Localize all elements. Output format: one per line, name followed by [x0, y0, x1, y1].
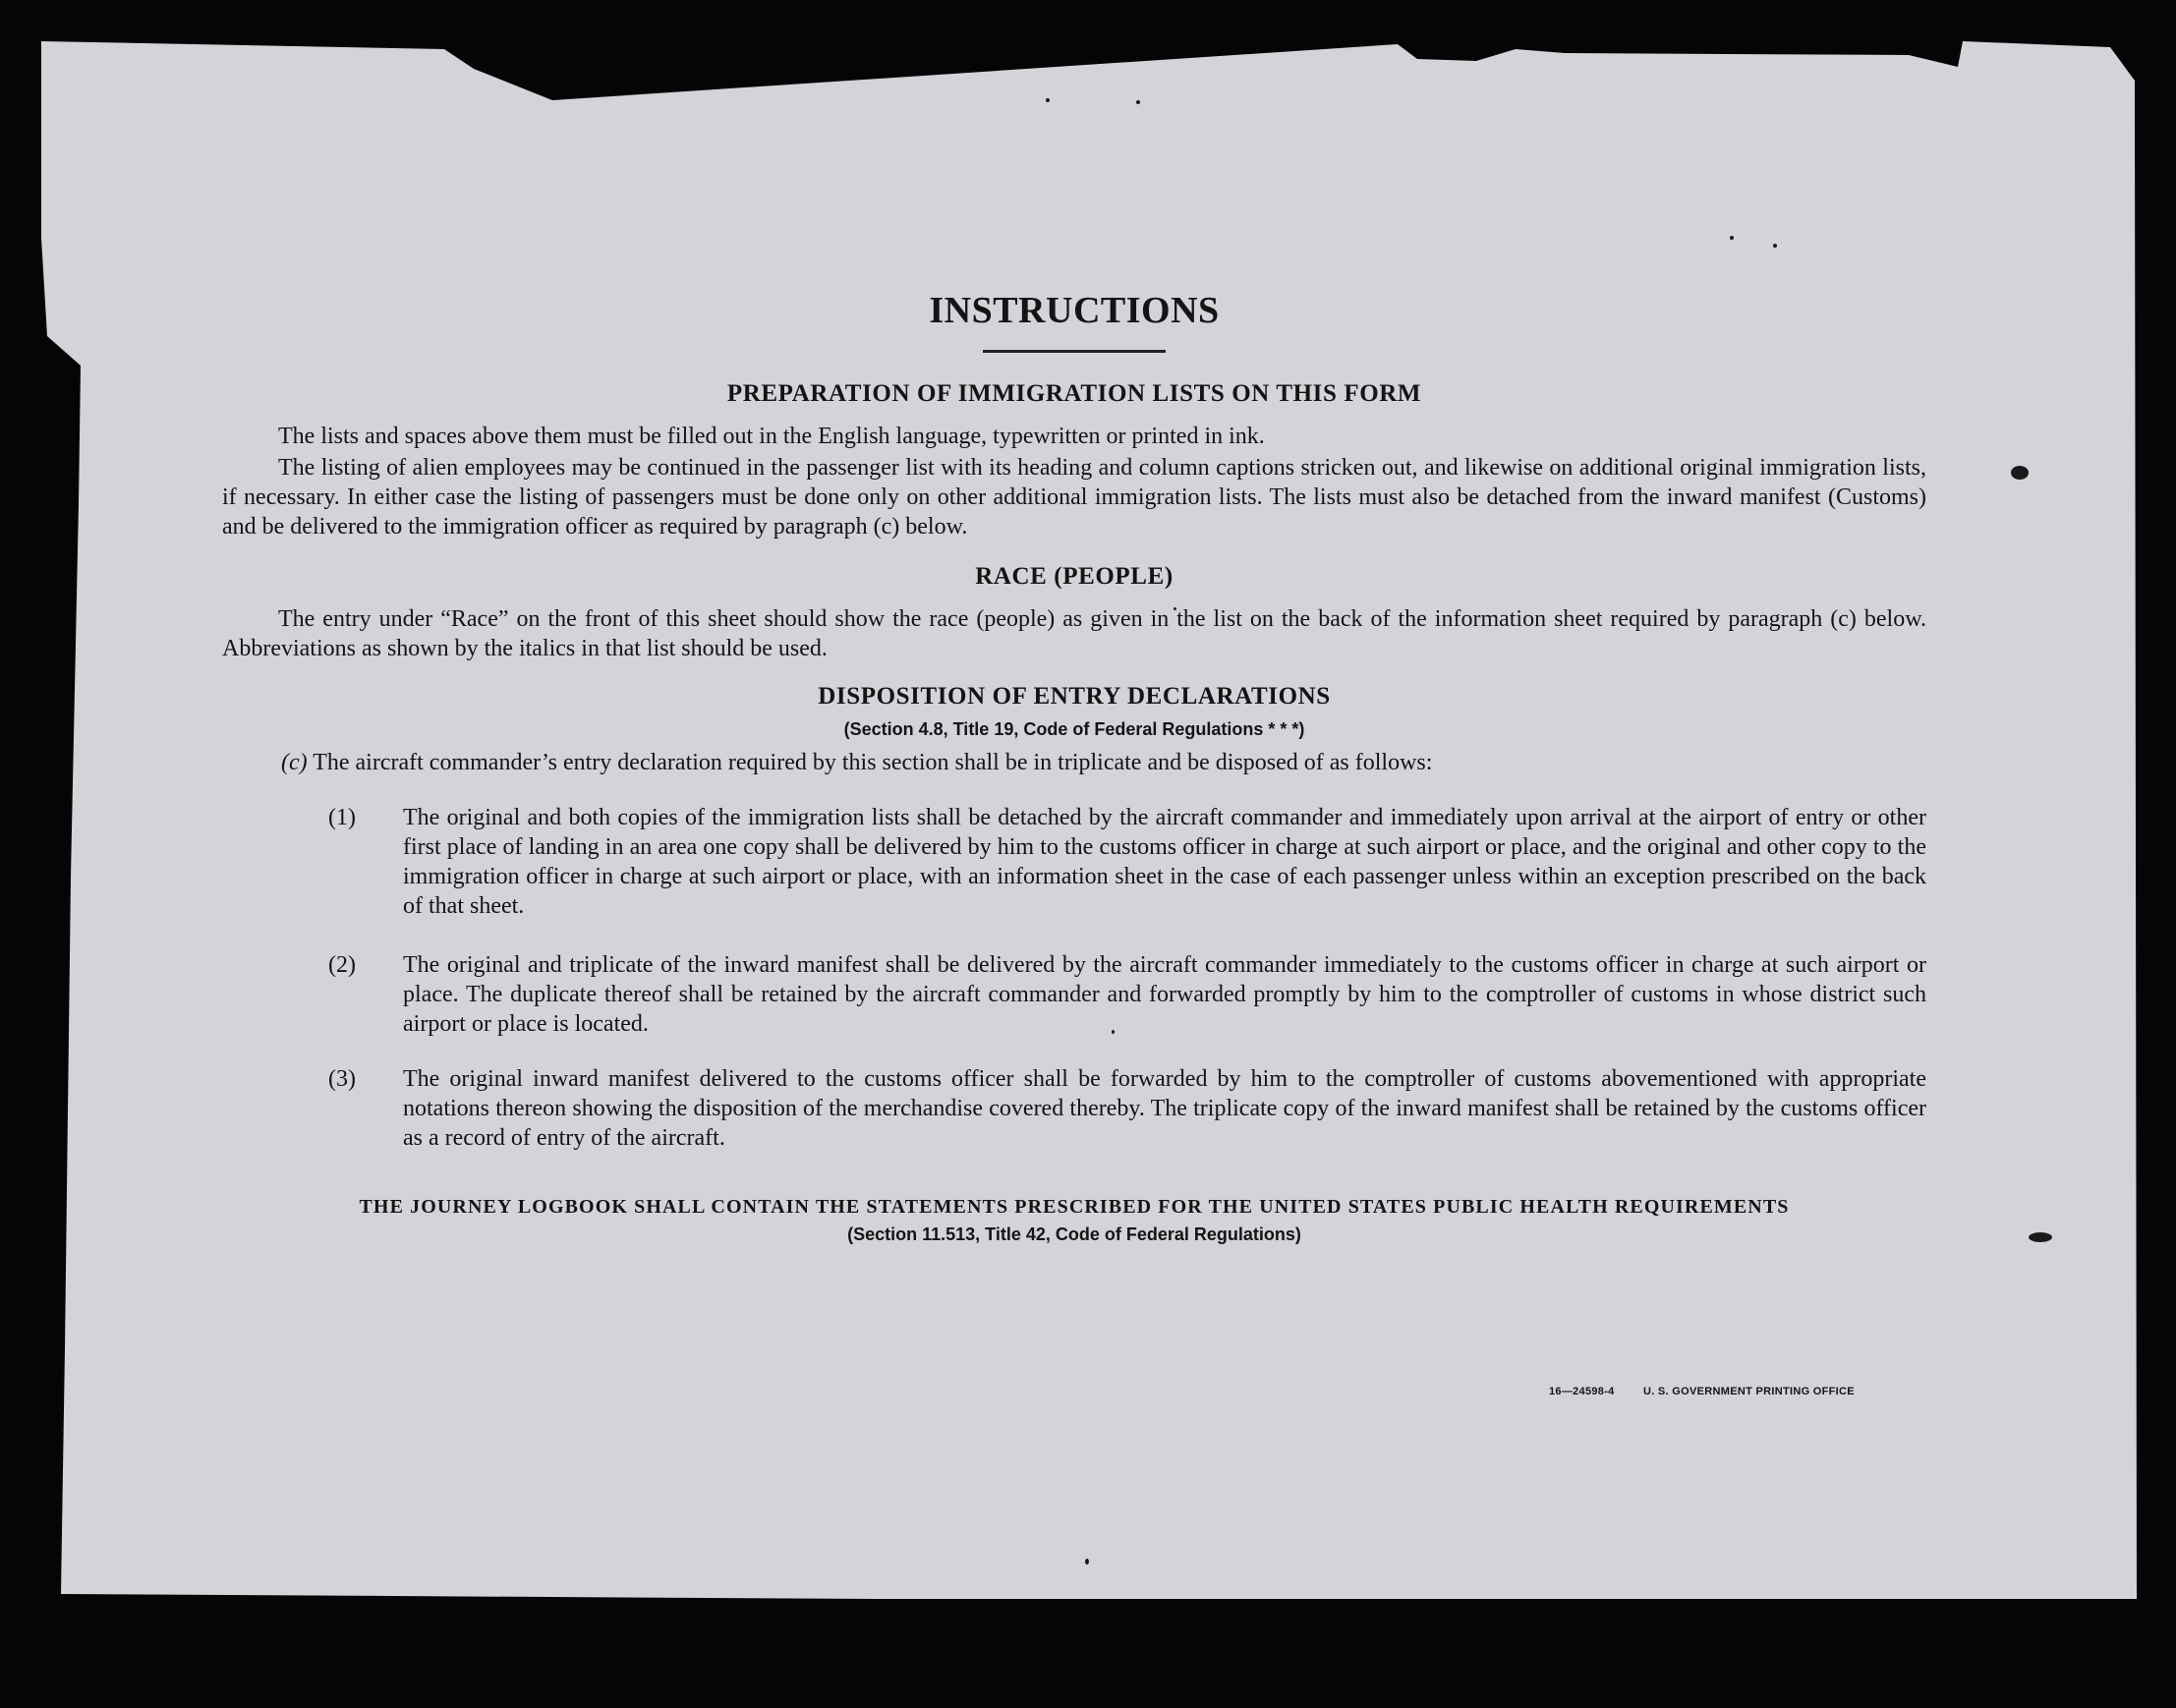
- list-item: [222, 803, 1926, 921]
- section-heading-disposition: DISPOSITION OF ENTRY DECLARATIONS: [818, 683, 1331, 710]
- scan-speck: [1046, 98, 1050, 102]
- paragraph-c: [222, 748, 1926, 777]
- list-item: [222, 950, 1926, 1039]
- form-number: 16—24598-4: [1549, 1386, 1615, 1397]
- section-heading-race: RACE (PEOPLE): [975, 563, 1174, 590]
- journey-logbook-citation: (Section 11.513, Title 42, Code of Federal Regulations): [847, 1224, 1301, 1244]
- paragraph-race-entry: The entry under “Race” on the front of this sheet should show the race (people) as given in the list on the back of the information sheet required by paragraph (c) below. Abbreviations as shown by the italics in that list should be used.: [222, 606, 1926, 661]
- section-heading-preparation: PREPARATION OF IMMIGRATION LISTS ON THIS FORM: [726, 380, 1422, 407]
- title-underline: [983, 350, 1166, 353]
- printer-name: U. S. GOVERNMENT PRINTING OFFICE: [1642, 1386, 1855, 1397]
- list-item-text: The original inward manifest delivered to the customs officer shall be forwarded by him to the comptroller of customs abovementioned with appropriate notations thereon showing the disposition of the merchandise covered thereby. The triplicate copy of the inward manifest shall be retained by the customs officer as a record of entry of the aircraft.: [403, 1066, 1926, 1151]
- scan-speck: [1730, 236, 1734, 240]
- list-item: [222, 1064, 1926, 1153]
- list-item-text: The original and triplicate of the inward manifest shall be delivered by the aircraft commander immediately to the customs officer in charge at such airport or place. The duplicate thereof shall be retained by the aircraft commander and forwarded promptly by him to the comptroller of customs in whose district such airport or place is located.: [403, 952, 1926, 1037]
- paragraph-alien-employees: The listing of alien employees may be continued in the passenger list with its heading and column captions stricken out, and likewise on additional original immigration lists, if necessary. In either case the listing of passengers must be done only on other additional immigration lists. The lists must also be detached from the inward manifest (Customs) and be delivered to the immigration officer as required by paragraph (c) below.: [222, 455, 1926, 540]
- scan-speck: [1773, 244, 1777, 248]
- scan-speck: [2029, 1232, 2052, 1242]
- scan-speck: [1085, 1559, 1089, 1565]
- list-item-text: The original and both copies of the immigration lists shall be detached by the aircraft commander and immediately upon arrival at the airport of entry or other first place of landing in an area one copy shall be delivered by him to the customs officer in charge at such airport or place, and the original and other copy to the immigration officer in charge at such airport or place, with an information sheet in the case of each passenger unless within an exception prescribed on the back of that sheet.: [403, 805, 1926, 919]
- scan-speck: [1136, 100, 1140, 104]
- page-title: INSTRUCTIONS: [929, 290, 1220, 331]
- list-item-number: (2): [328, 952, 356, 978]
- paragraph-lists-language: The lists and spaces above them must be filled out in the English language, typewritten or printed in ink.: [278, 424, 1265, 449]
- journey-logbook-notice: THE JOURNEY LOGBOOK SHALL CONTAIN THE STATEMENTS PRESCRIBED FOR THE UNITED STATES PUBLIC HEALTH REQUIREMENTS: [359, 1196, 1790, 1218]
- instructions-content: [222, 285, 1926, 1247]
- scan-speck: [2011, 466, 2029, 480]
- list-item-number: (1): [328, 805, 356, 830]
- list-item-number: (3): [328, 1066, 356, 1092]
- printer-imprint: [1549, 1386, 1880, 1397]
- paragraph-c-label: (c): [281, 750, 308, 775]
- section-citation: (Section 4.8, Title 19, Code of Federal Regulations * * *): [843, 719, 1305, 739]
- paragraph-c-text: The aircraft commander’s entry declaration required by this section shall be in triplicate and be disposed of as follows:: [313, 750, 1433, 775]
